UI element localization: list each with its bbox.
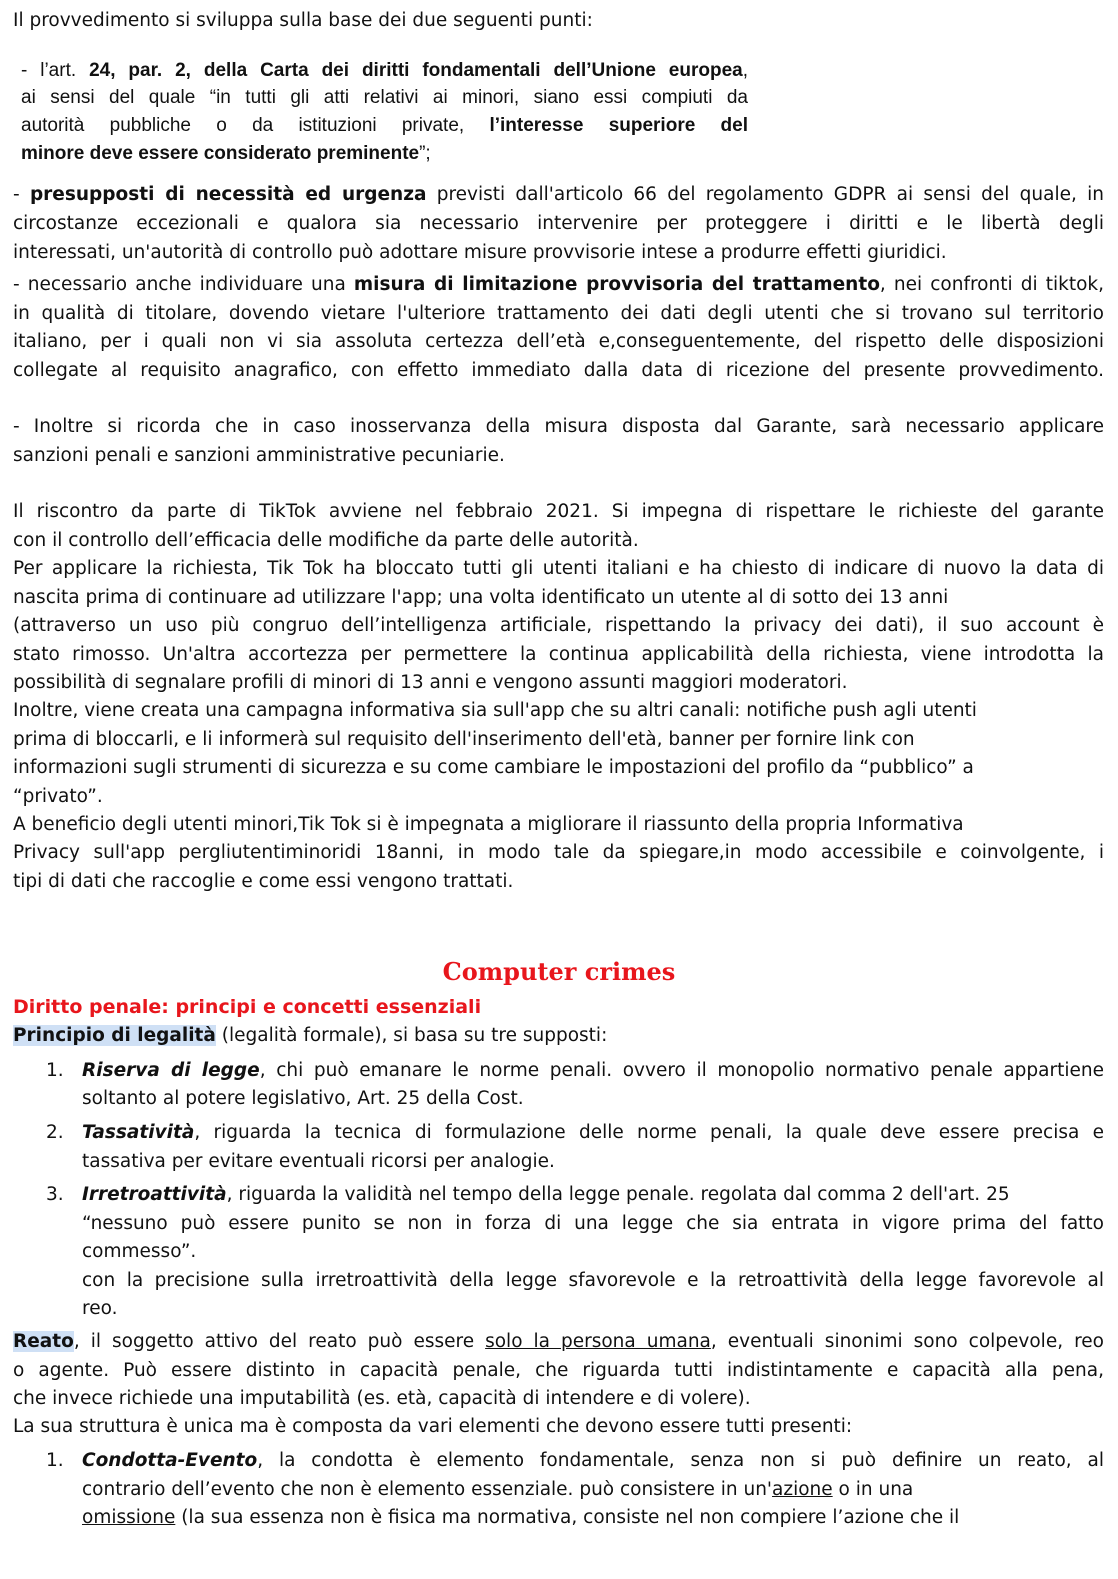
riscontro-line: Per applicare la richiesta, Tik Tok ha bloccato tutti gli utenti italiani e ha chiesto di indicare di nuovo la data di (13, 558, 1104, 579)
elemento-condotta-line-2: contrario dell’evento che non è elemento essenziale. può consistere in un'azione o in una (82, 1479, 914, 1500)
intro-line: Il provvedimento si sviluppa sulla base dei due seguenti punti: (13, 10, 593, 31)
sanzioni-line-1: - Inoltre si ricorda che in caso inosservanza della misura disposta dal Garante, sarà necessario applicare (13, 416, 1104, 437)
art24-line-1: - l’art. 24, par. 2, della Carta dei diritti fondamentali dell’Unione europea, (21, 60, 748, 81)
legalita-line: Principio di legalità (legalità formale), si basa su tre supposti: (13, 1025, 608, 1046)
presupposti-line-2: circostanze eccezionali e qualora sia necessario intervenire per proteggere i diritti e le libertà degli (13, 213, 1104, 234)
list-number: 1. (46, 1450, 64, 1471)
section-title: Computer crimes (442, 957, 676, 986)
principio-irretroattivita-line-4: con la precisione sulla irretroattività della legge sfavorevole e la retroattività della legge favorevole al (82, 1270, 1104, 1291)
misura-line-3: italiano, per i quali non vi sia assoluta certezza dell’età e,conseguentemente, del rispetto delle disposizioni (13, 331, 1104, 352)
riscontro-line: tipi di dati che raccoglie e come essi vengono trattati. (13, 871, 514, 892)
legalita-term: Principio di legalità (13, 1025, 216, 1046)
misura-line-2: in qualità di titolare, dovendo vietare l'ulteriore trattamento dei dati degli utenti che si trovano sul territorio (13, 303, 1104, 324)
reato-line-3: che invece richiede una imputabilità (es. età, capacità di intendere e di volere). (13, 1388, 751, 1409)
riscontro-line: “privato”. (13, 786, 103, 807)
misura-line-4: collegate al requisito anagrafico, con effetto immediato dalla data di ricezione del presente provvedimento. (13, 360, 1104, 381)
riscontro-line: (attraverso un uso più congruo dell’intelligenza artificiale, rispettando la privacy dei dati), il suo account è (13, 615, 1104, 636)
section-subtitle: Diritto penale: principi e concetti essenziali (13, 996, 482, 1018)
riscontro-line: nascita prima di continuare ad utilizzare l'app; una volta identificato un utente al di sotto dei 13 anni (13, 587, 949, 608)
riscontro-line: Il riscontro da parte di TikTok avviene nel febbraio 2021. Si impegna di rispettare le richieste del garante (13, 501, 1104, 522)
presupposti-line-3: interessati, un'autorità di controllo può adottare misure provvisorie intese a produrre effetti giuridici. (13, 242, 947, 263)
art24-line-3: autorità pubbliche o da istituzioni private, l’interesse superiore del (21, 115, 748, 136)
principio-tassativita-line-1: Tassatività, riguarda la tecnica di formulazione delle norme penali, la quale deve essere precisa e (82, 1122, 1104, 1143)
principio-irretroattivita-line-2: “nessuno può essere punito se non in forza di una legge che sia entrata in vigore prima del fatto (82, 1213, 1104, 1234)
principio-tassativita-line-2: tassativa per evitare eventuali ricorsi per analogie. (82, 1151, 555, 1172)
reato-line-4: La sua struttura è unica ma è composta da vari elementi che devono essere tutti presenti: (13, 1416, 853, 1437)
art24-line-4: minore deve essere considerato preminente”; (21, 143, 431, 164)
art24-line-2: ai sensi del quale “in tutti gli atti relativi ai minori, siano essi compiuti da (21, 87, 748, 108)
sanzioni-line-2: sanzioni penali e sanzioni amministrative pecuniarie. (13, 445, 505, 466)
presupposti-line-1: - presupposti di necessità ed urgenza previsti dall'articolo 66 del regolamento GDPR ai sensi del quale, in (13, 184, 1104, 205)
riscontro-line: A beneficio degli utenti minori,Tik Tok si è impegnata a migliorare il riassunto della propria Informativa (13, 814, 964, 835)
reato-line-2: o agente. Può essere distinto in capacità penale, che riguarda tutti indistintamente e capacità alla pena, (13, 1360, 1104, 1381)
riscontro-line: Privacy sull'app pergliutentiminoridi 18anni, in modo tale da spiegare,in modo accessibile e coinvolgente, i (13, 842, 1104, 863)
principio-irretroattivita-line-5: reo. (82, 1298, 118, 1319)
reato-term: Reato (13, 1331, 74, 1352)
riscontro-line: prima di bloccarli, e li informerà sul requisito dell'inserimento dell'età, banner per fornire link con (13, 729, 915, 750)
misura-line-1: - necessario anche individuare una misura di limitazione provvisoria del trattamento, nei confronti di tiktok, (13, 274, 1104, 295)
elemento-condotta-line-3: omissione (la sua essenza non è fisica ma normativa, consiste nel non compiere l’azione che il (82, 1507, 960, 1528)
riscontro-line: Inoltre, viene creata una campagna informativa sia sull'app che su altri canali: notifiche push agli utenti (13, 700, 977, 721)
list-number: 3. (46, 1184, 64, 1205)
list-number: 2. (46, 1122, 64, 1143)
elemento-condotta-line-1: Condotta-Evento, la condotta è elemento fondamentale, senza non si può definire un reato, al (82, 1450, 1104, 1471)
riscontro-line: informazioni sugli strumenti di sicurezza e su come cambiare le impostazioni del profilo da “pubblico” a (13, 757, 974, 778)
principio-riserva-line-1: Riserva di legge, chi può emanare le norme penali. ovvero il monopolio normativo penale appartiene (82, 1060, 1104, 1081)
riscontro-line: possibilità di segnalare profili di minori di 13 anni e vengono assunti maggiori moderatori. (13, 672, 848, 693)
principio-irretroattivita-line-1: Irretroattività, riguarda la validità nel tempo della legge penale. regolata dal comma 2 dell'art. 25 (82, 1184, 1010, 1205)
reato-line-1: Reato, il soggetto attivo del reato può essere solo la persona umana, eventuali sinonimi sono colpevole, reo (13, 1331, 1104, 1352)
principio-irretroattivita-line-3: commesso”. (82, 1241, 197, 1262)
list-number: 1. (46, 1060, 64, 1081)
riscontro-line: stato rimosso. Un'altra accortezza per permettere la continua applicabilità della richiesta, viene introdotta la (13, 644, 1104, 665)
principio-riserva-line-2: soltanto al potere legislativo, Art. 25 della Cost. (82, 1088, 524, 1109)
riscontro-line: con il controllo dell’efficacia delle modifiche da parte delle autorità. (13, 530, 639, 551)
